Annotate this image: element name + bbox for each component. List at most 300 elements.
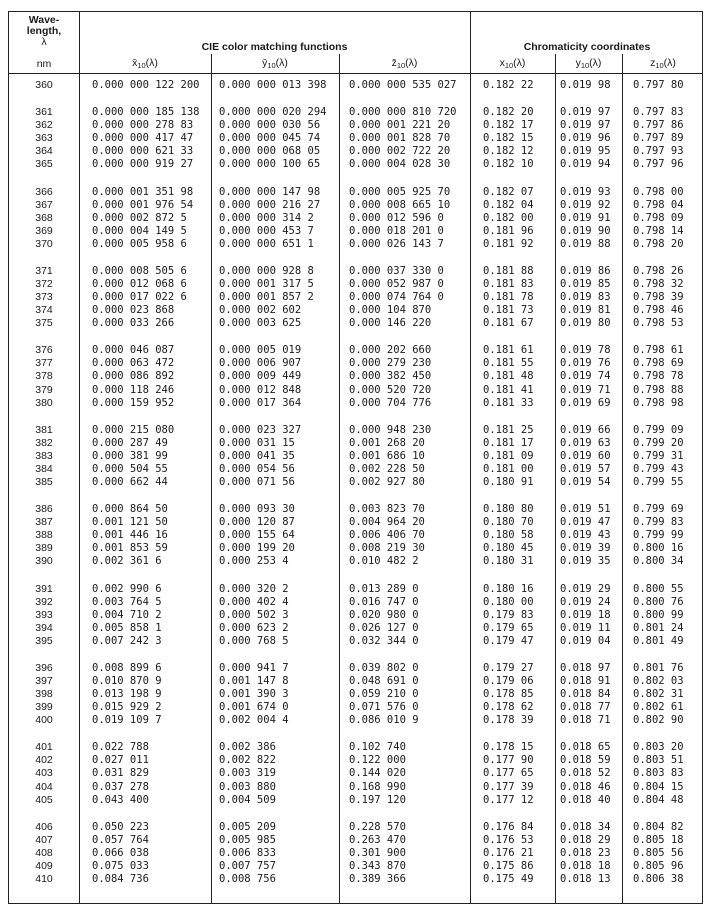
wavelength-cell: 404: [35, 780, 53, 793]
table-cell: 0.263 470: [349, 833, 406, 846]
wavelength-cell: 397: [35, 675, 53, 687]
table-cell: 0.000 074 764 0: [349, 291, 444, 303]
col-divider-section: [470, 12, 471, 903]
table-cell: 0.181 78: [483, 291, 534, 303]
table-cell: 0.181 41: [483, 383, 534, 396]
table-cell: 0.057 764: [92, 833, 149, 846]
table-cell: 0.000 093 30: [219, 503, 295, 516]
table-cell: 0.000 017 364: [219, 396, 302, 409]
table-cell: 0.000 086 892: [92, 370, 175, 383]
table-cell: 0.013 289 0: [349, 582, 419, 595]
table-cell: 0.006 406 70: [349, 529, 425, 542]
table-cell: 0.802 31: [633, 688, 684, 700]
table-cell: 0.084 736: [92, 873, 149, 885]
wavelength-cell: 380: [35, 396, 53, 409]
table-cell: 0.799 20: [633, 436, 684, 449]
table-cell: 0.001 147 8: [219, 675, 289, 687]
table-cell: 0.000 008 665 10: [349, 198, 451, 211]
table-cell: 0.019 81: [560, 304, 611, 317]
table-cell: 0.018 71: [560, 714, 611, 727]
table-cell: 0.797 83: [633, 106, 684, 119]
table-cell: 0.000 004 028 30: [349, 158, 451, 171]
table-cell: 0.000 009 449: [219, 370, 302, 383]
table-cell: 0.181 96: [483, 224, 534, 237]
table-cell: 0.179 83: [483, 608, 534, 621]
table-cell: 0.007 242 3: [92, 634, 162, 647]
table-cell: 0.000 012 068 6: [92, 278, 187, 290]
table-cell: 0.000 382 450: [349, 370, 432, 383]
table-cell: 0.389 366: [349, 873, 406, 885]
table-cell: 0.175 49: [483, 873, 534, 885]
table-cell: 0.001 853 59: [92, 542, 168, 555]
wavelength-cell: 378: [35, 370, 53, 383]
table-cell: 0.343 870: [349, 859, 406, 872]
table-cell: 0.000 000 278 83: [92, 119, 194, 132]
table-cell: 0.015 929 2: [92, 701, 162, 714]
col-header-zbar: $z̄_{10}(\lambda)$: [391, 57, 418, 70]
table-cell: 0.181 17: [483, 436, 534, 449]
wavelength-cell: 406: [35, 820, 53, 833]
table-cell: 0.177 65: [483, 767, 534, 780]
table-cell: 0.000 052 987 0: [349, 278, 444, 290]
table-cell: 0.019 97: [560, 119, 611, 132]
wavelength-cell: 394: [35, 621, 53, 634]
table-cell: 0.019 93: [560, 185, 611, 198]
table-cell: 0.019 95: [560, 145, 611, 158]
table-cell: 0.102 740: [349, 741, 406, 754]
wavelength-cell: 379: [35, 383, 53, 396]
table-cell: 0.799 43: [633, 462, 684, 475]
table-cell: 0.803 83: [633, 767, 684, 780]
wavelength-cell: 393: [35, 608, 53, 621]
table-cell: 0.066 038: [92, 846, 149, 859]
wavelength-cell: 388: [35, 529, 53, 542]
table-cell: 0.000 159 952: [92, 396, 175, 409]
table-cell: 0.019 94: [560, 158, 611, 171]
table-cell: 0.799 55: [633, 476, 684, 488]
table-cell: 0.181 48: [483, 370, 534, 383]
table-cell: 0.182 04: [483, 198, 534, 211]
table-cell: 0.086 010 9: [349, 714, 419, 727]
table-cell: 0.005 985: [219, 833, 276, 846]
table-cell: 0.019 88: [560, 237, 611, 250]
table-cell: 0.182 17: [483, 119, 534, 132]
table-cell: 0.180 16: [483, 582, 534, 595]
table-cell: 0.798 32: [633, 278, 684, 290]
table-cell: 0.000 000 030 56: [219, 119, 321, 132]
table-cell: 0.002 822: [219, 754, 276, 767]
table-cell: 0.000 012 596 0: [349, 211, 444, 224]
table-cell: 0.019 85: [560, 278, 611, 290]
table-cell: 0.798 61: [633, 344, 684, 357]
table-cell: 0.182 22: [483, 79, 534, 91]
table-cell: 0.178 62: [483, 701, 534, 714]
cmf-title: CIE color matching functions: [201, 41, 348, 53]
table-cell: 0.001 446 16: [92, 529, 168, 542]
table-cell: 0.802 03: [633, 675, 684, 687]
table-cell: 0.000 253 4: [219, 555, 289, 568]
table-cell: 0.179 06: [483, 675, 534, 687]
wavelength-cell: 374: [35, 304, 53, 317]
table-cell: 0.000 000 100 65: [219, 158, 321, 171]
table-cell: 0.802 90: [633, 714, 684, 727]
table-cell: 0.005 858 1: [92, 621, 162, 634]
wavelength-cell: 369: [35, 224, 53, 237]
table-cell: 0.018 46: [560, 780, 611, 793]
table-cell: 0.000 008 505 6: [92, 264, 187, 277]
table-cell: 0.800 16: [633, 542, 684, 555]
table-cell: 0.181 09: [483, 449, 534, 462]
table-cell: 0.798 53: [633, 317, 684, 330]
wavelength-cell: 407: [35, 833, 53, 846]
col-header-x-chrom: $x_{10}(\lambda)$: [499, 57, 526, 70]
table-cell: 0.019 47: [560, 516, 611, 529]
table-cell: 0.000 000 216 27: [219, 198, 321, 211]
table-cell: 0.048 691 0: [349, 675, 419, 687]
wavelength-cell: 409: [35, 859, 53, 872]
table-cell: 0.018 18: [560, 859, 611, 872]
table-cell: 0.000 287 49: [92, 436, 168, 449]
table-cell: 0.000 502 3: [219, 608, 289, 621]
table-cell: 0.000 000 928 8: [219, 264, 314, 277]
table-cell: 0.000 006 907: [219, 357, 302, 370]
table-cell: 0.180 45: [483, 542, 534, 555]
wavelength-cell: 389: [35, 542, 53, 555]
wavelength-cell: 395: [35, 634, 53, 647]
table-cell: 0.799 09: [633, 423, 684, 436]
table-cell: 0.019 78: [560, 344, 611, 357]
table-cell: 0.799 99: [633, 529, 684, 542]
table-cell: 0.019 98: [560, 79, 611, 91]
wavelength-cell: 385: [35, 476, 53, 488]
table-cell: 0.000 000 535 027: [349, 79, 457, 91]
table-cell: 0.000 001 976 54: [92, 198, 194, 211]
wavelength-cell: 363: [35, 132, 53, 145]
table-cell: 0.019 63: [560, 436, 611, 449]
table-cell: 0.000 001 351 98: [92, 185, 194, 198]
table-cell: 0.000 864 50: [92, 503, 168, 516]
table-cell: 0.804 48: [633, 793, 684, 806]
table-cell: 0.001 674 0: [219, 701, 289, 714]
table-cell: 0.177 39: [483, 780, 534, 793]
table-cell: 0.122 000: [349, 754, 406, 767]
table-cell: 0.799 31: [633, 449, 684, 462]
col-header-y-chrom: $y_{10}(\lambda)$: [575, 57, 602, 70]
table-cell: 0.180 91: [483, 476, 534, 488]
table-cell: 0.019 91: [560, 211, 611, 224]
table-cell: 0.000 118 246: [92, 383, 175, 396]
header-rule: [9, 73, 702, 74]
table-cell: 0.000 023 327: [219, 423, 302, 436]
table-cell: 0.026 127 0: [349, 621, 419, 634]
table-cell: 0.019 29: [560, 582, 611, 595]
table-cell: 0.000 704 776: [349, 396, 432, 409]
table-cell: 0.018 52: [560, 767, 611, 780]
table-cell: 0.800 34: [633, 555, 684, 568]
table-cell: 0.000 000 453 7: [219, 224, 314, 237]
table-cell: 0.003 880: [219, 780, 276, 793]
table-cell: 0.019 18: [560, 608, 611, 621]
table-cell: 0.798 88: [633, 383, 684, 396]
table-cell: 0.799 69: [633, 503, 684, 516]
wavelength-cell: 383: [35, 449, 53, 462]
wavelength-cell: 410: [35, 873, 53, 885]
table-cell: 0.000 001 221 20: [349, 119, 451, 132]
table-cell: 0.181 73: [483, 304, 534, 317]
table-cell: 0.801 49: [633, 634, 684, 647]
table-cell: 0.805 56: [633, 846, 684, 859]
table-cell: 0.798 20: [633, 237, 684, 250]
wavelength-label-line3: λ: [41, 36, 47, 48]
table-cell: 0.301 900: [349, 846, 406, 859]
table-cell: 0.000 041 35: [219, 449, 295, 462]
table-cell: 0.018 84: [560, 688, 611, 700]
wavelength-cell: 364: [35, 145, 53, 158]
wavelength-cell: 381: [35, 423, 53, 436]
table-cell: 0.000 000 185 138: [92, 106, 200, 119]
table-cell: 0.001 268 20: [349, 436, 425, 449]
table-cell: 0.176 53: [483, 833, 534, 846]
table-cell: 0.000 199 20: [219, 542, 295, 555]
table-cell: 0.000 000 621 33: [92, 145, 194, 158]
col-header-ybar: $ȳ_{10}(\lambda)$: [262, 57, 288, 70]
table-cell: 0.804 82: [633, 820, 684, 833]
table-cell: 0.013 198 9: [92, 688, 162, 700]
table-cell: 0.005 209: [219, 820, 276, 833]
wavelength-cell: 408: [35, 846, 53, 859]
table-cell: 0.031 829: [92, 767, 149, 780]
table-cell: 0.182 15: [483, 132, 534, 145]
table-cell: 0.002 228 50: [349, 462, 425, 475]
table-cell: 0.181 67: [483, 317, 534, 330]
table-cell: 0.008 899 6: [92, 661, 162, 674]
table-cell: 0.019 11: [560, 621, 611, 634]
wavelength-cell: 360: [35, 79, 53, 91]
table-cell: 0.182 12: [483, 145, 534, 158]
table-cell: 0.018 34: [560, 820, 611, 833]
wavelength-cell: 386: [35, 503, 53, 516]
table-cell: 0.019 86: [560, 264, 611, 277]
table-cell: 0.007 757: [219, 859, 276, 872]
table-cell: 0.000 000 810 720: [349, 106, 457, 119]
wavelength-cell: 390: [35, 555, 53, 568]
wavelength-cell: 370: [35, 237, 53, 250]
table-cell: 0.020 980 0: [349, 608, 419, 621]
table-cell: 0.181 88: [483, 264, 534, 277]
table-cell: 0.000 054 56: [219, 462, 295, 475]
table-cell: 0.181 83: [483, 278, 534, 290]
table-cell: 0.181 00: [483, 462, 534, 475]
table-cell: 0.798 09: [633, 211, 684, 224]
table-cell: 0.178 15: [483, 741, 534, 754]
table-cell: 0.002 927 80: [349, 476, 425, 488]
table-cell: 0.075 033: [92, 859, 149, 872]
table-cell: 0.019 69: [560, 396, 611, 409]
table-cell: 0.000 005 925 70: [349, 185, 451, 198]
table-cell: 0.019 54: [560, 476, 611, 488]
table-cell: 0.000 000 314 2: [219, 211, 314, 224]
table-cell: 0.019 92: [560, 198, 611, 211]
wavelength-cell: 400: [35, 714, 53, 727]
table-cell: 0.004 964 20: [349, 516, 425, 529]
table-cell: 0.798 00: [633, 185, 684, 198]
table-cell: 0.019 66: [560, 423, 611, 436]
table-cell: 0.000 001 828 70: [349, 132, 451, 145]
table-cell: 0.000 026 143 7: [349, 237, 444, 250]
table-cell: 0.181 55: [483, 357, 534, 370]
table-cell: 0.181 92: [483, 237, 534, 250]
table-cell: 0.000 003 625: [219, 317, 302, 330]
table-cell: 0.000 948 230: [349, 423, 432, 436]
table-cell: 0.182 07: [483, 185, 534, 198]
table-cell: 0.182 10: [483, 158, 534, 171]
wavelength-cell: 387: [35, 516, 53, 529]
table-cell: 0.019 76: [560, 357, 611, 370]
table-cell: 0.176 84: [483, 820, 534, 833]
wavelength-cell: 401: [35, 741, 53, 754]
table-cell: 0.050 223: [92, 820, 149, 833]
table-cell: 0.019 83: [560, 291, 611, 303]
table-cell: 0.000 146 220: [349, 317, 432, 330]
table-cell: 0.800 55: [633, 582, 684, 595]
table-cell: 0.000 001 317 5: [219, 278, 314, 290]
table-cell: 0.019 35: [560, 555, 611, 568]
table-cell: 0.177 90: [483, 754, 534, 767]
table-cell: 0.000 037 330 0: [349, 264, 444, 277]
table-cell: 0.008 756: [219, 873, 276, 885]
table-cell: 0.000 071 56: [219, 476, 295, 488]
table-cell: 0.798 04: [633, 198, 684, 211]
wavelength-cell: 382: [35, 436, 53, 449]
wavelength-cell: 391: [35, 582, 53, 595]
table-cell: 0.000 000 417 47: [92, 132, 194, 145]
table-cell: 0.019 80: [560, 317, 611, 330]
table-cell: 0.801 76: [633, 661, 684, 674]
table-cell: 0.804 15: [633, 780, 684, 793]
table-cell: 0.175 86: [483, 859, 534, 872]
table-cell: 0.018 40: [560, 793, 611, 806]
table-cell: 0.003 319: [219, 767, 276, 780]
col-divider-y: [339, 54, 340, 903]
table-cell: 0.000 402 4: [219, 595, 289, 608]
table-cell: 0.000 520 720: [349, 383, 432, 396]
table-cell: 0.019 04: [560, 634, 611, 647]
table-cell: 0.018 23: [560, 846, 611, 859]
table-cell: 0.027 011: [92, 754, 149, 767]
table-cell: 0.000 279 230: [349, 357, 432, 370]
table-cell: 0.798 69: [633, 357, 684, 370]
table-cell: 0.000 104 870: [349, 304, 432, 317]
unit-label: nm: [36, 58, 52, 70]
table-cell: 0.181 33: [483, 396, 534, 409]
table-cell: 0.000 005 019: [219, 344, 302, 357]
table-cell: 0.798 46: [633, 304, 684, 317]
table-cell: 0.798 78: [633, 370, 684, 383]
table-cell: 0.228 570: [349, 820, 406, 833]
table-cell: 0.000 504 55: [92, 462, 168, 475]
table-cell: 0.000 018 201 0: [349, 224, 444, 237]
wavelength-cell: 362: [35, 119, 53, 132]
chrom-title: Chromaticity coordinates: [523, 41, 651, 53]
wavelength-cell: 402: [35, 754, 53, 767]
wavelength-cell: 376: [35, 344, 53, 357]
table-cell: 0.806 38: [633, 873, 684, 885]
table-cell: 0.000 000 013 398: [219, 79, 327, 91]
table-cell: 0.019 60: [560, 449, 611, 462]
table-cell: 0.000 623 2: [219, 621, 289, 634]
col-header-xbar: $x̄_{10}(\lambda)$: [132, 57, 158, 70]
table-cell: 0.002 004 4: [219, 714, 289, 727]
table-cell: 0.000 002 722 20: [349, 145, 451, 158]
table-cell: 0.008 219 30: [349, 542, 425, 555]
wavelength-label-line1: Wave-: [28, 14, 60, 26]
col-divider-x: [211, 54, 212, 903]
table-cell: 0.798 26: [633, 264, 684, 277]
table-cell: 0.000 215 080: [92, 423, 175, 436]
table-cell: 0.010 482 2: [349, 555, 419, 568]
table-cell: 0.800 99: [633, 608, 684, 621]
table-cell: 0.037 278: [92, 780, 149, 793]
wavelength-label-line2: length,: [26, 25, 62, 37]
table-cell: 0.800 76: [633, 595, 684, 608]
table-cell: 0.016 747 0: [349, 595, 419, 608]
table-cell: 0.022 788: [92, 741, 149, 754]
table-cell: 0.019 39: [560, 542, 611, 555]
table-cell: 0.179 27: [483, 661, 534, 674]
table-cell: 0.000 002 602: [219, 304, 302, 317]
table-cell: 0.179 65: [483, 621, 534, 634]
table-cell: 0.000 662 44: [92, 476, 168, 488]
table-cell: 0.019 109 7: [92, 714, 162, 727]
table-cell: 0.168 990: [349, 780, 406, 793]
table-cell: 0.001 686 10: [349, 449, 425, 462]
table-cell: 0.197 120: [349, 793, 406, 806]
table-cell: 0.000 023 868: [92, 304, 175, 317]
table-cell: 0.000 000 919 27: [92, 158, 194, 171]
table-cell: 0.182 20: [483, 106, 534, 119]
table-cell: 0.004 509: [219, 793, 276, 806]
table-cell: 0.177 12: [483, 793, 534, 806]
table-cell: 0.181 25: [483, 423, 534, 436]
table-cell: 0.019 43: [560, 529, 611, 542]
wavelength-cell: 398: [35, 688, 53, 700]
table-cell: 0.000 768 5: [219, 634, 289, 647]
table-cell: 0.000 005 958 6: [92, 237, 187, 250]
table-cell: 0.000 000 045 74: [219, 132, 321, 145]
table-cell: 0.039 802 0: [349, 661, 419, 674]
table-cell: 0.032 344 0: [349, 634, 419, 647]
table-cell: 0.798 98: [633, 396, 684, 409]
table-cell: 0.018 13: [560, 873, 611, 885]
wavelength-cell: 373: [35, 291, 53, 303]
table-cell: 0.019 90: [560, 224, 611, 237]
table-cell: 0.018 91: [560, 675, 611, 687]
table-cell: 0.002 990 6: [92, 582, 162, 595]
table-cell: 0.019 74: [560, 370, 611, 383]
table-cell: 0.000 031 15: [219, 436, 295, 449]
table-cell: 0.018 77: [560, 701, 611, 714]
table-cell: 0.799 83: [633, 516, 684, 529]
table-cell: 0.802 61: [633, 701, 684, 714]
wavelength-cell: 399: [35, 701, 53, 714]
wavelength-cell: 405: [35, 793, 53, 806]
table-cell: 0.003 764 5: [92, 595, 162, 608]
table-cell: 0.179 47: [483, 634, 534, 647]
table-cell: 0.019 57: [560, 462, 611, 475]
table-cell: 0.004 710 2: [92, 608, 162, 621]
table-cell: 0.182 00: [483, 211, 534, 224]
table-cell: 0.019 97: [560, 106, 611, 119]
